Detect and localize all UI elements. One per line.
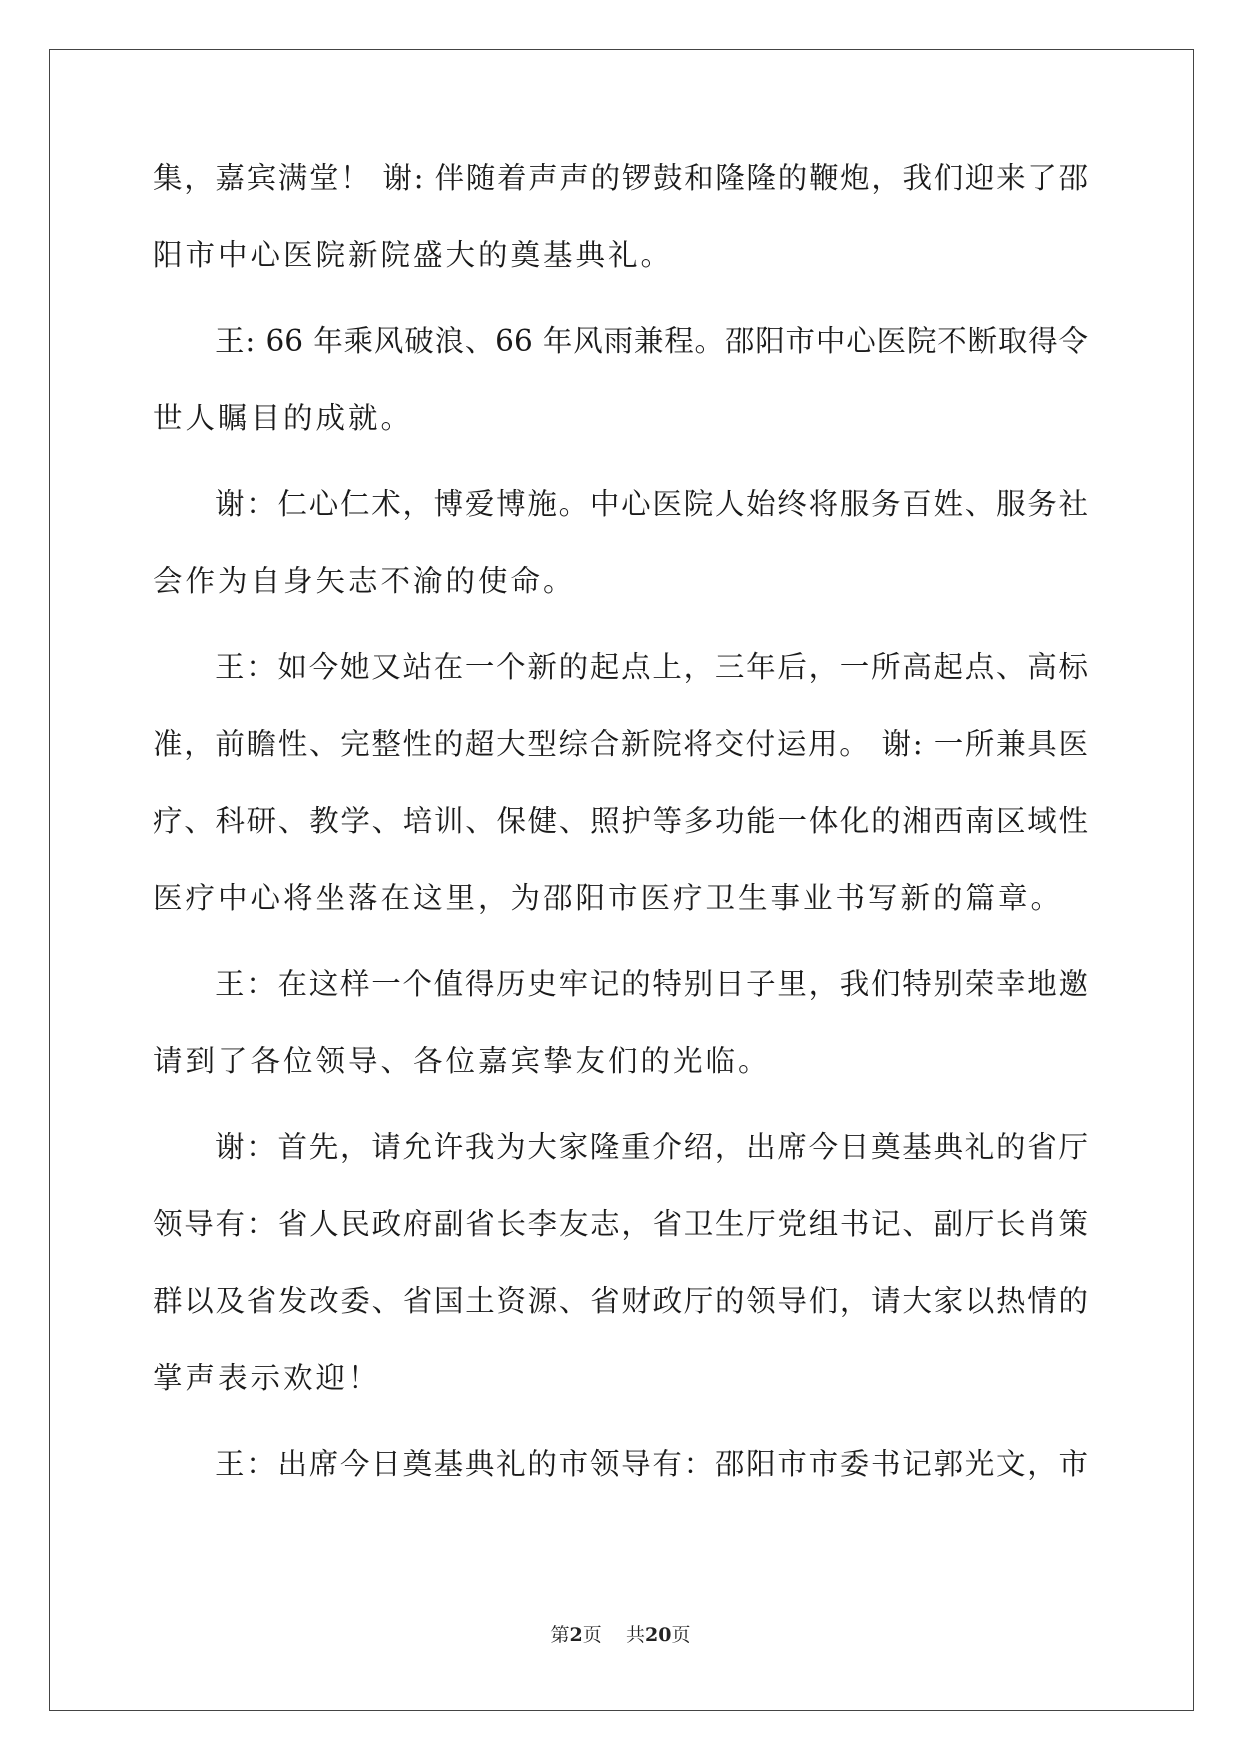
text-line: 王：如今她又站在一个新的起点上，三年后，一所高起点、高标 [215,650,1088,684]
text-line: 王: 66 年乘风破浪、66 年风雨兼程。邵阳市中心医院不断取得令 [215,324,1088,358]
current-page-number: 2 [569,1624,583,1646]
footer-total-suffix: 页 [671,1624,691,1646]
text-line: 领导有：省人民政府副省长李友志，省卫生厅党组书记、副厅长肖策 [153,1207,1088,1241]
text-line: 王：在这样一个值得历史牢记的特别日子里，我们特别荣幸地邀 [215,967,1088,1001]
text-line: 请到了各位领导、各位嘉宾挚友们的光临。 [153,1044,771,1078]
footer-page-suffix: 页 [582,1624,602,1646]
text-line: 世人瞩目的成就。 [153,401,414,435]
text-line: 掌声表示欢迎！ [153,1361,381,1395]
footer-prefix: 第 [550,1624,570,1646]
text-line: 谢：首先，请允许我为大家隆重介绍，出席今日奠基典礼的省厅 [215,1130,1088,1164]
text-line: 王：出席今日奠基典礼的市领导有：邵阳市市委书记郭光文，市 [215,1447,1088,1481]
text-line: 会作为自身矢志不渝的使命。 [153,564,576,598]
text-line: 准，前瞻性、完整性的超大型综合新院将交付运用。 谢: 一所兼具医 [153,727,1088,761]
text-line: 阳市中心医院新院盛大的奠基典礼。 [153,238,674,272]
page-footer [0,1620,1241,1647]
footer-total-prefix: 共 [625,1624,645,1646]
text-line: 群以及省发改委、省国土资源、省财政厅的领导们，请大家以热情的 [153,1284,1088,1318]
text-line: 集，嘉宾满堂！ 谢: 伴随着声声的锣鼓和隆隆的鞭炮，我们迎来了邵 [153,161,1088,195]
text-line: 医疗中心将坐落在这里，为邵阳市医疗卫生事业书写新的篇章。 [153,881,1064,915]
total-page-count: 20 [644,1624,672,1646]
text-line: 谢：仁心仁术，博爱博施。中心医院人始终将服务百姓、服务社 [215,487,1088,521]
text-line: 疗、科研、教学、培训、保健、照护等多功能一体化的湘西南区域性 [153,804,1088,838]
